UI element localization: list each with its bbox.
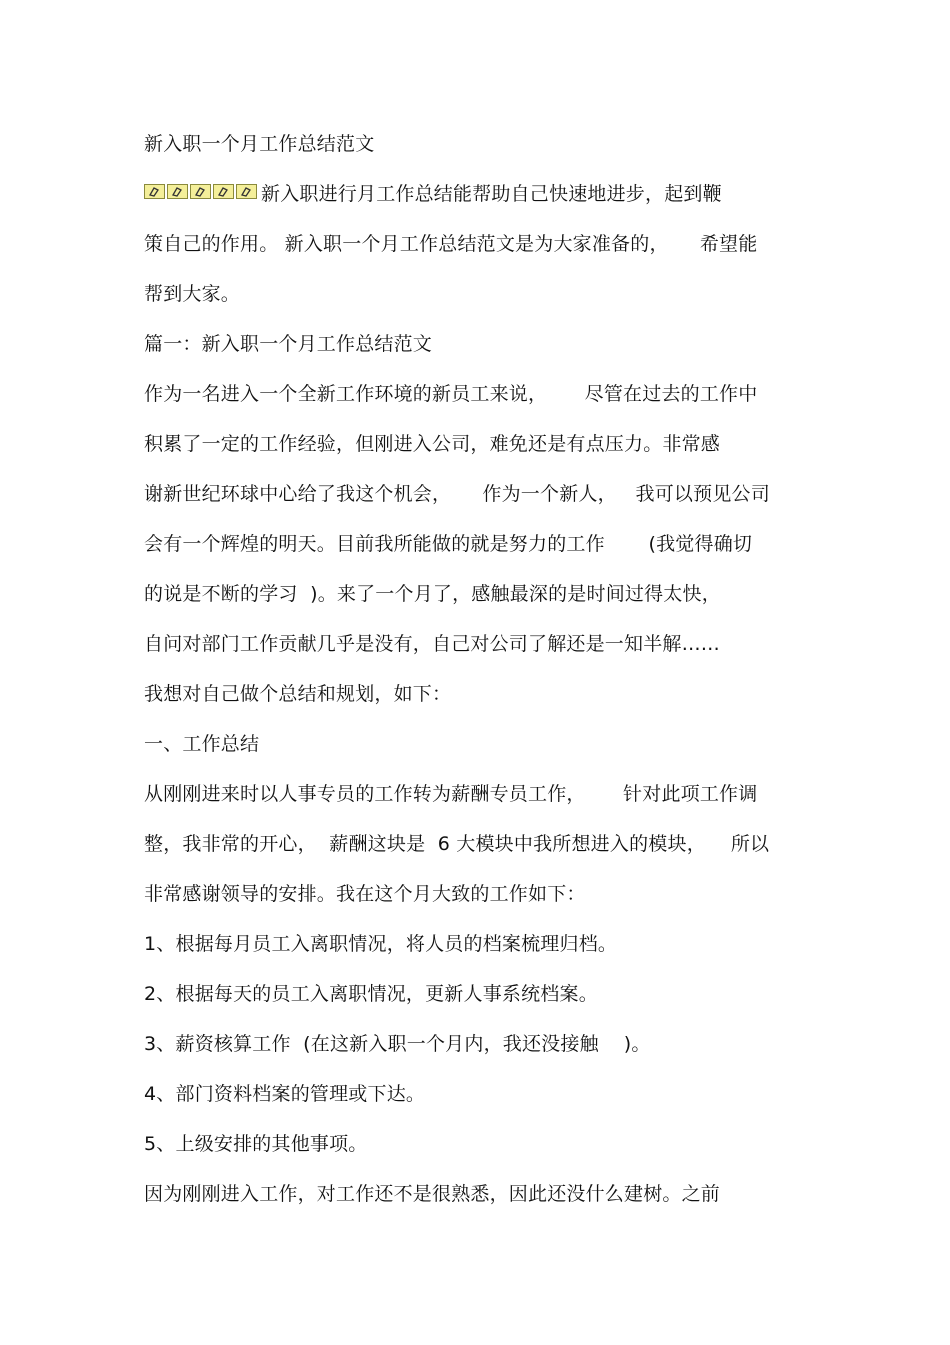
placeholder-glyph-icon	[213, 184, 234, 199]
paragraph-line: 的说是不断的学习 )。来了一个月了，感触最深的是时间过得太快，	[144, 583, 721, 605]
list-item: 4、部门资料档案的管理或下达。	[144, 1083, 426, 1105]
paragraph-line: 自问对部门工作贡献几乎是没有，自己对公司了解还是一知半解……	[144, 633, 721, 655]
paragraph-line: 帮到大家。	[144, 283, 241, 305]
placeholder-glyph-icon	[167, 184, 188, 199]
garbled-icon-strip	[144, 184, 259, 201]
placeholder-glyph-icon	[190, 184, 211, 199]
list-item: 1、根据每月员工入离职情况，将人员的档案梳理归档。	[144, 933, 618, 955]
paragraph-line: 谢新世纪环球中心给了我这个机会， 作为一个新人， 我可以预见公司	[144, 483, 770, 505]
paragraph-line: 从刚刚进来时以人事专员的工作转为薪酬专员工作， 针对此项工作调	[144, 783, 758, 805]
paragraph-line	[144, 181, 722, 207]
list-item: 5、上级安排的其他事项。	[144, 1133, 368, 1155]
section-heading: 篇一：新入职一个月工作总结范文	[144, 333, 433, 355]
section-heading: 一、工作总结	[144, 733, 260, 755]
placeholder-glyph-icon	[144, 184, 165, 199]
paragraph-text: 新入职进行月工作总结能帮助自己快速地进步，起到鞭	[261, 183, 722, 205]
paragraph-line: 作为一名进入一个全新工作环境的新员工来说， 尽管在过去的工作中	[144, 383, 758, 405]
paragraph-line: 会有一个辉煌的明天。目前我所能做的就是努力的工作 (我觉得确切	[144, 533, 753, 555]
list-item: 2、根据每天的员工入离职情况，更新人事系统档案。	[144, 983, 598, 1005]
document-title: 新入职一个月工作总结范文	[144, 133, 375, 155]
paragraph-line: 非常感谢领导的安排。我在这个月大致的工作如下：	[144, 883, 586, 905]
paragraph-line: 因为刚刚进入工作，对工作还不是很熟悉，因此还没什么建树。之前	[144, 1183, 721, 1205]
paragraph-line: 我想对自己做个总结和规划，如下：	[144, 683, 452, 705]
paragraph-line: 整，我非常的开心， 薪酬这块是 6 大模块中我所想进入的模块， 所以	[144, 833, 770, 855]
list-item: 3、薪资核算工作 (在这新入职一个月内，我还没接触 )。	[144, 1033, 651, 1055]
placeholder-glyph-icon	[236, 184, 257, 199]
paragraph-line: 积累了一定的工作经验，但刚进入公司，难免还是有点压力。非常感	[144, 433, 721, 455]
paragraph-line: 策自己的作用。 新入职一个月工作总结范文是为大家准备的， 希望能	[144, 233, 758, 255]
